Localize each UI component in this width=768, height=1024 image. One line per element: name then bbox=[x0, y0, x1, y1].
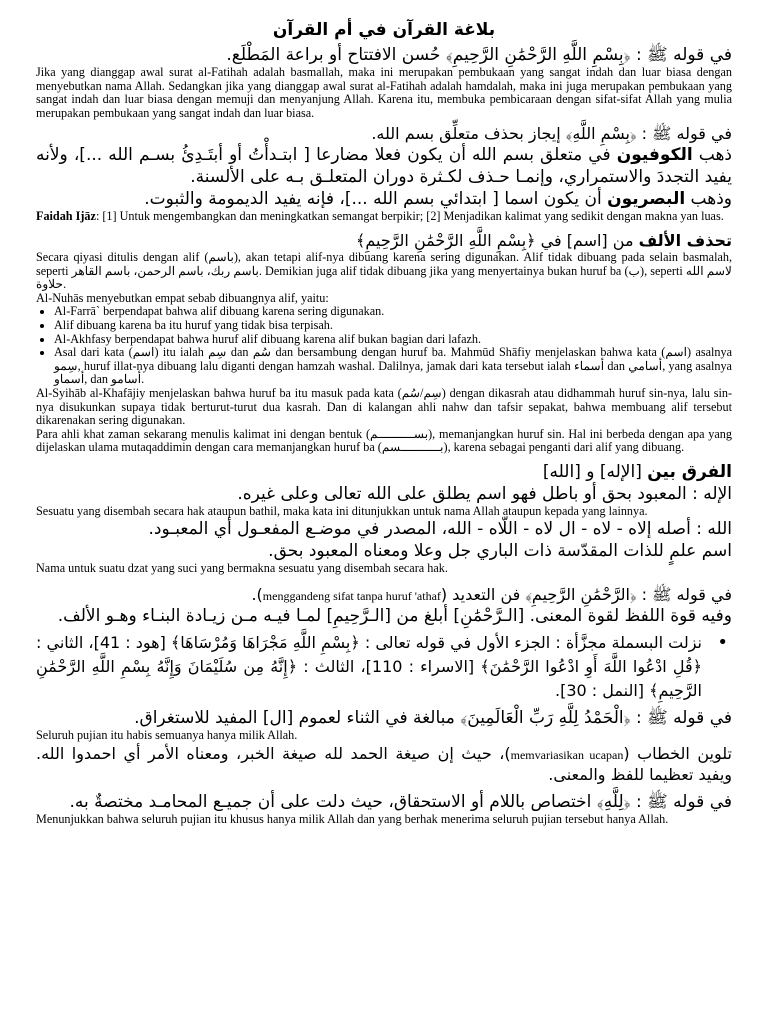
hadhf-alif-rest: من [اسم] في ﴿بِسْمِ اللَّهِ الرَّحْمَٰنِ الرَّحِيمِ﴾ bbox=[355, 230, 639, 250]
arabic-heading-farq bbox=[36, 461, 732, 483]
alif-paragraph-4: Para ahli khat zaman sekarang menulis kalimat ini dengan bentuk (بســــــــــم), memanjangkan huruf sin. Hal ini berbeda dengan apa yang dijelaskan ulama mutaqaddimin dengan cara memanjangkan huruf ba (بـــــــــــسم), karena sebagai penganti dari alif yang dibuang. bbox=[36, 426, 732, 455]
kufiyun-rest: في متعلق بسم الله أن يكون فعلا مضارعا [ ابتـدأْتُ أو أبتَـدِئُ بسـم الله ...]، ولأنه يفيد التجددَ والاستمراري، وإنمـا حـذف لكـثرة دوران المتعلـق بـه على الألسنة. bbox=[36, 145, 732, 188]
basriyun-rest: أن يكون اسما [ ابتدائي بسم الله ...]، فإنه يفيد الديمومة والثبوت. bbox=[144, 189, 608, 210]
arabic-heading-hadhf-alif bbox=[36, 230, 732, 251]
indonesian-ikhtishas: Menunjukkan bahwa seluruh pujian itu khusus hanya milik Allah dan yang berhak menerima seluruh pujian tersebut hanya Allah. bbox=[36, 811, 669, 826]
arabic-heading-hamd: في قوله ﷺ : ﴿الْحَمْدُ لِلَّهِ رَبِّ الْعَالَمِينَ﴾ مبالغة في الثناء لعموم [ال] المفيد للاستغراق. bbox=[134, 708, 732, 729]
talwin-rest: )، حيث إن صيغة الحمد لله صيغة الخبر، ومعناه الأمر أي احمدوا الله. ويفيد تعظيما للفظ والمعنى. bbox=[36, 743, 732, 784]
arabic-ikhtishas: في قوله ﷺ : ﴿لِلَّهِ﴾ اختصاص باللام أو الاستحقاق، حيث دلت على أن جميـع المحامـد مختصةٌ به. bbox=[69, 791, 732, 812]
list-item: • Asal dari kata (اسم) itu ialah سِم dan سُم dan bersambung dengan huruf ba. Mahmūd Shāfiy menjelaskan bahwa kata (اسم) asalnya سِمو, huruf illat-nya dibuang lalu diganti dengan hamzah washal. Dalilnya, jamak dari kata tersebut ialah أسماء dan أسامي, yang asalnya أسماو, dan أسامو. bbox=[54, 346, 732, 387]
arabic-heading-tadid bbox=[36, 584, 732, 605]
indonesian-def-ilah: Sesuatu yang disembah secara hak ataupun bathil, maka kata ini ditunjukkan untuk nama Allah ataupun kepada yang lainnya. bbox=[36, 503, 648, 518]
kufiyun-term: الكوفيون bbox=[616, 145, 693, 166]
arabic-talwin bbox=[36, 743, 732, 785]
arabic-paragraph-kufiyun bbox=[36, 144, 732, 188]
faidah-ijaz bbox=[36, 210, 732, 224]
indonesian-def-allah: Nama untuk suatu dzat yang suci yang bermakna sesuatu yang disembah secara hak. bbox=[36, 561, 448, 576]
kufiyun-lead: ذهب bbox=[692, 145, 732, 166]
tadid-lead: في قوله ﷺ : ﴿الرَّحْمَٰنِ الرَّحِيمِ﴾ فن التعديد ( bbox=[440, 585, 732, 605]
arabic-origin-allah: الله : أصله إلاه - لاه - ال لاه - اللّاه - الله، المصدر في موضـع المفعـول أي المعبـود. bbox=[148, 519, 732, 540]
faidah-label: Faidah Ijāz bbox=[36, 209, 96, 224]
list-item: • Al-Akhfasy berpendapat bahwa huruf alif dibuang karena alif bukan bagian dari lafazh. bbox=[54, 333, 732, 347]
talwin-lead: تلوين الخطاب ( bbox=[623, 743, 732, 763]
basriyun-term: البصريون bbox=[607, 189, 686, 210]
arabic-def-ilah: الإله : المعبود بحق أو باطل فهو اسم يطلق على الله تعالى وعلى غيره. bbox=[237, 483, 732, 504]
list-item: • نزلت البسملة مجزَّأة : الجزء الأول في قوله تعالى : ﴿بِسْمِ اللَّهِ مَجْرَاهَا وَمُرْسَاهَا﴾ [هود : 41]، الثاني : ﴿قُلِ ادْعُوا اللَّهَ أَوِ ادْعُوا الرَّحْمَٰنَ﴾ [الاسراء : 110]، الثالث : ﴿إِنَّهُ مِن سُلَيْمَانَ وَإِنَّهُ بِسْمِ اللَّهِ الرَّحْمَٰنِ الرَّحِيمِ﴾ [النمل : 30]. bbox=[36, 631, 732, 703]
alif-paragraph-3: Al-Syihāb al-Khafājiy menjelaskan bahwa huruf ba itu masuk pada kata (سِم/سُم) dengan dikasrah atau didhammah huruf sin-nya, lalu sin-nya disukunkan supaya tidak berturut-turut dua kasrah. Dan di kalangan ahli nahw dan tafsir sepakat, bahwa membuang alif tersebut dikarenakan sering digunakan. bbox=[36, 385, 733, 428]
tadid-end: ). bbox=[251, 585, 263, 605]
arabic-heading-ijaz: في قوله ﷺ : ﴿بِسْمِ اللَّهِ﴾ إيجاز بحذف متعلِّق بسم الله. bbox=[371, 124, 732, 144]
tadid-indonesian: menggandeng sifat tanpa huruf 'athaf bbox=[262, 589, 441, 604]
farq-rest: [الإله] و [الله] bbox=[542, 461, 648, 482]
alif-reasons-list bbox=[36, 305, 732, 387]
basriyun-lead: وذهب bbox=[685, 189, 732, 210]
alif-paragraph-1: Secara qiyasi ditulis dengan alif (باسم), akan tetapi alif-nya dibuang karena sering digunakan. Alif tidak dibuang pada selain basmalah, seperti باسم ربك، باسم الرحمن، باسم القاهر. Demikian juga alif tidak dibuang jika yang menyertainya bukan huruf ba (ب), seperti لاسم الله حلاوة. bbox=[36, 249, 732, 292]
list-item: • Al-Farrā` berpendapat bahwa alif dibuang karena sering digunakan. bbox=[54, 305, 732, 319]
alif-paragraph-2: Al-Nuhās menyebutkan empat sebab dibuangnya alif, yaitu: bbox=[36, 290, 329, 305]
arabic-paragraph-basriyun bbox=[36, 188, 732, 210]
indonesian-paragraph-iftitah: Jika yang dianggap awal surat al-Fatihah adalah basmallah, maka ini merupakan pembukaan yang sangat indah dan luar biasa dengan menyebutkan nama Allah. Sedangkan jika yang dianggap awal surat al-Fatihah adalah hamdalah, maka ini juga merupakan pembukaan yang sangat indah dan luar biasa dengan memuji dan menyanjung Allah. Karena itu, membuka pembicaraan dengan sifat-sifat Allah yang mulia merupakan pembukaan yang sangat indah dan luar biasa. bbox=[36, 65, 732, 120]
basmalah-revelation-list bbox=[36, 631, 732, 703]
arabic-heading-husn-iftitah: في قوله ﷺ : ﴿بِسْمِ اللَّهِ الرَّحْمَٰنِ الرَّحِيمِ﴾ حُسن الافتتاح أو براعة المَطْلَع. bbox=[226, 45, 732, 65]
arabic-quwwat-lafzh: وفيه قوة اللفظ لقوة المعنى. [الـرَّحْمَٰنِ] أبلغ من [الـرَّحِيمِ] لمـا فيـه مـن زيـادة البنـاء وهـو الألف. bbox=[57, 606, 732, 627]
arabic-def-allah: اسم علمٍ للذات المقدّسة ذات الباري جل وعلا ومعناه المعبود بحق. bbox=[268, 541, 732, 562]
indonesian-hamd: Seluruh pujian itu habis semuanya hanya milik Allah. bbox=[36, 728, 298, 743]
talwin-indonesian: memvariasikan ucapan bbox=[510, 747, 624, 762]
faidah-text: : [1] Untuk mengembangkan dan meningkatkan semangat berpikir; [2] Menjadikan kalimat yang sedikit dengan makna yan luas. bbox=[95, 209, 724, 224]
page-title: بلاغة القرآن في أم القرآن bbox=[272, 20, 496, 40]
hadhf-alif-term: تحذف الألف bbox=[638, 230, 732, 250]
farq-term: الفرق بين bbox=[647, 461, 732, 482]
list-item: • Alif dibuang karena ba itu huruf yang tidak bisa terpisah. bbox=[54, 319, 732, 333]
